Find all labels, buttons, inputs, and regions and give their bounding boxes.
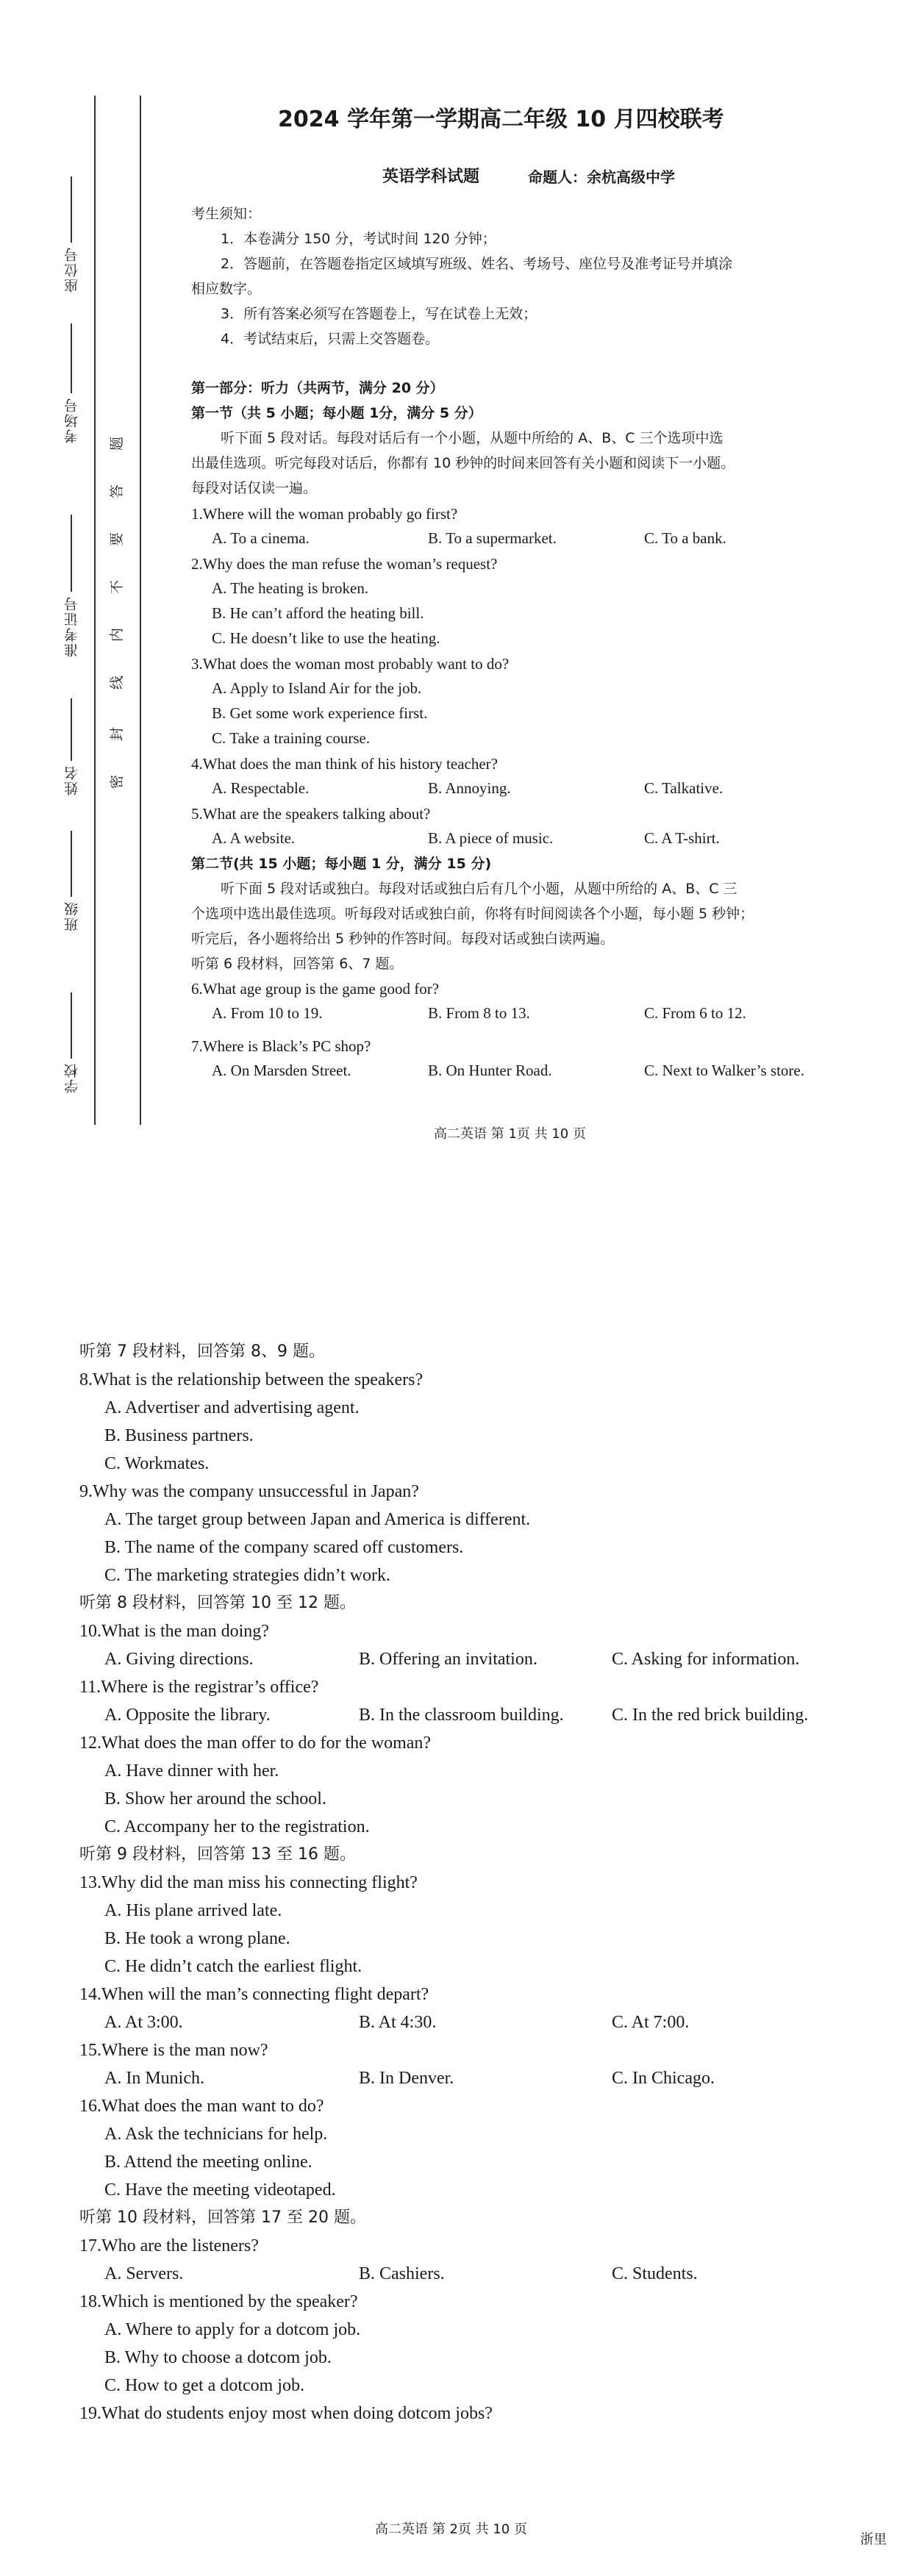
q12-option-a: A. Have dinner with her. xyxy=(104,1761,279,1781)
q17-option-a: A. Servers. xyxy=(104,2264,184,2283)
q3-option-b: B. Get some work experience first. xyxy=(212,704,428,722)
seal-char: 不 xyxy=(109,579,126,595)
section1-instruction: 每段对话仅读一遍。 xyxy=(191,480,318,496)
seal-char: 要 xyxy=(109,532,126,547)
q18-option-a: A. Where to apply for a dotcom job. xyxy=(104,2320,361,2339)
q14-option-a: A. At 3:00. xyxy=(104,2013,183,2032)
q15-option-b: B. In Denver. xyxy=(359,2069,454,2088)
listening-prompt-9: 听第 9 段材料，回答第 13 至 16 题。 xyxy=(79,1845,356,1864)
q3-option-a: A. Apply to Island Air for the job. xyxy=(212,679,422,697)
question-10: 10.What is the man doing? xyxy=(79,1622,269,1641)
listening-prompt-7: 听第 7 段材料，回答第 8、9 题。 xyxy=(79,1342,325,1361)
question-15: 15.Where is the man now? xyxy=(79,2041,268,2060)
q16-option-a: A. Ask the technicians for help. xyxy=(104,2125,328,2144)
part1-heading: 第一部分：听力（共两节，满分 20 分） xyxy=(191,380,444,396)
question-16: 16.What does the man want to do? xyxy=(79,2097,324,2116)
q2-option-a: A. The heating is broken. xyxy=(212,579,369,597)
exam-page-2 xyxy=(0,1309,911,2576)
seal-char: 内 xyxy=(109,627,126,643)
question-17: 17.Who are the listeners? xyxy=(79,2236,259,2255)
exam-page-1 xyxy=(0,0,911,1191)
notice-item: 4．考试结束后，只需上交答题卷。 xyxy=(221,331,440,347)
section2-heading: 第二节(共 15 小题；每小题 1 分，满分 15 分) xyxy=(191,856,492,872)
q14-option-c: C. At 7:00. xyxy=(612,2013,690,2032)
seal-char: 封 xyxy=(109,726,126,742)
q11-option-b: B. In the classroom building. xyxy=(359,1706,564,1725)
q2-option-b: B. He can’t afford the heating bill. xyxy=(212,604,424,622)
q3-option-c: C. Take a training course. xyxy=(212,729,371,747)
notice-heading: 考生须知： xyxy=(191,206,262,222)
section2-instruction: 个选项中选出最佳选项。听每段对话或独白前，你将有时间阅读各个小题，每小题 5 秒钟； xyxy=(191,906,754,922)
q14-option-b: B. At 4:30. xyxy=(359,2013,437,2032)
question-5: 5.What are the speakers talking about? xyxy=(191,805,431,823)
q12-option-b: B. Show her around the school. xyxy=(104,1789,326,1808)
q8-option-a: A. Advertiser and advertising agent. xyxy=(104,1398,360,1417)
q16-option-b: B. Attend the meeting online. xyxy=(104,2153,312,2172)
q5-option-b: B. A piece of music. xyxy=(428,829,554,847)
q6-option-c: C. From 6 to 12. xyxy=(644,1004,746,1022)
page-footer: 高二英语 第 2页 共 10 页 xyxy=(375,2522,527,2537)
listening-prompt-8: 听第 8 段材料，回答第 10 至 12 题。 xyxy=(79,1594,356,1612)
q16-option-c: C. Have the meeting videotaped. xyxy=(104,2180,336,2200)
margin-field-class xyxy=(71,831,72,897)
question-4: 4.What does the man think of his history teacher? xyxy=(191,755,498,773)
margin-label-room: 考场号 xyxy=(64,397,80,443)
question-6: 6.What age group is the game good for? xyxy=(191,980,440,998)
q10-option-a: A. Giving directions. xyxy=(104,1650,254,1669)
exam-author: 命题人：余杭高级中学 xyxy=(528,168,675,186)
q17-option-c: C. Students. xyxy=(612,2264,698,2283)
q7-option-a: A. On Marsden Street. xyxy=(212,1062,351,1079)
q13-option-a: A. His plane arrived late. xyxy=(104,1901,282,1920)
seal-char: 题 xyxy=(109,436,126,451)
q4-option-b: B. Annoying. xyxy=(428,779,511,797)
q2-option-c: C. He doesn’t like to use the heating. xyxy=(212,629,440,647)
question-19: 19.What do students enjoy most when doing dotcom jobs? xyxy=(79,2404,493,2423)
q13-option-b: B. He took a wrong plane. xyxy=(104,1929,290,1948)
question-13: 13.Why did the man miss his connecting flight? xyxy=(79,1873,418,1892)
q4-option-c: C. Talkative. xyxy=(644,779,724,797)
notice-item: 2．答题前，在答题卷指定区域填写班级、姓名、考场号、座位号及准考证号并填涂 xyxy=(221,256,733,272)
notice-item: 1．本卷满分 150 分，考试时间 120 分钟； xyxy=(221,231,496,247)
q5-option-c: C. A T-shirt. xyxy=(644,829,720,847)
q7-option-c: C. Next to Walker’s store. xyxy=(644,1062,804,1079)
margin-field-seat xyxy=(71,176,72,243)
question-18: 18.Which is mentioned by the speaker? xyxy=(79,2292,358,2311)
q18-option-c: C. How to get a dotcom job. xyxy=(104,2376,304,2395)
q11-option-c: C. In the red brick building. xyxy=(612,1706,809,1725)
q8-option-c: C. Workmates. xyxy=(104,1454,210,1473)
q8-option-b: B. Business partners. xyxy=(104,1426,254,1445)
section1-instruction: 听下面 5 段对话。每段对话后有一个小题，从题中所给的 A、B、C 三个选项中选 xyxy=(221,430,724,446)
question-2: 2.Why does the man refuse the woman’s request? xyxy=(191,555,498,573)
q11-option-a: A. Opposite the library. xyxy=(104,1706,271,1725)
q9-option-b: B. The name of the company scared off customers. xyxy=(104,1538,464,1557)
q12-option-c: C. Accompany her to the registration. xyxy=(104,1817,370,1836)
q10-option-b: B. Offering an invitation. xyxy=(359,1650,537,1669)
question-8: 8.What is the relationship between the speakers? xyxy=(79,1370,424,1389)
margin-line-inner xyxy=(140,96,141,1125)
question-7: 7.Where is Black’s PC shop? xyxy=(191,1037,371,1055)
seal-char: 密 xyxy=(109,774,126,790)
q9-option-a: A. The target group between Japan and America is different. xyxy=(104,1510,531,1529)
q9-option-c: C. The marketing strategies didn’t work. xyxy=(104,1566,391,1585)
q1-option-a: A. To a cinema. xyxy=(212,529,310,547)
q15-option-a: A. In Munich. xyxy=(104,2069,204,2088)
q1-option-c: C. To a bank. xyxy=(644,529,726,547)
q5-option-a: A. A website. xyxy=(212,829,296,847)
section1-instruction: 出最佳选项。听完每段对话后，你都有 10 秒钟的时间来回答有关小题和阅读下一小题。 xyxy=(191,455,735,471)
q1-option-b: B. To a supermarket. xyxy=(428,529,557,547)
margin-label-name: 姓名 xyxy=(64,765,80,795)
seal-char: 线 xyxy=(109,675,126,690)
q6-option-b: B. From 8 to 13. xyxy=(428,1004,530,1022)
question-3: 3.What does the woman most probably want to do? xyxy=(191,655,510,673)
page-footer: 高二英语 第 1页 共 10 页 xyxy=(434,1126,586,1142)
q13-option-c: C. He didn’t catch the earliest flight. xyxy=(104,1957,362,1976)
exam-title: 2024 学年第一学期高二年级 10 月四校联考 xyxy=(278,107,724,132)
q7-option-b: B. On Hunter Road. xyxy=(428,1062,552,1079)
question-11: 11.Where is the registrar’s office? xyxy=(79,1678,319,1697)
margin-line-outer xyxy=(94,96,96,1125)
listening-prompt-10: 听第 10 段材料，回答第 17 至 20 题。 xyxy=(79,2208,366,2227)
question-12: 12.What does the man offer to do for the woman? xyxy=(79,1734,432,1753)
question-1: 1.Where will the woman probably go first? xyxy=(191,505,458,523)
section2-instruction: 听完后，各小题将给出 5 秒钟的作答时间。每段对话或独白读两遍。 xyxy=(191,931,615,947)
q6-option-a: A. From 10 to 19. xyxy=(212,1004,323,1022)
section1-heading: 第一节（共 5 小题；每小题 1分，满分 5 分） xyxy=(191,405,482,421)
margin-field-ticket xyxy=(71,515,72,592)
q10-option-c: C. Asking for information. xyxy=(612,1650,800,1669)
notice-item: 相应数字。 xyxy=(191,281,262,297)
question-14: 14.When will the man’s connecting flight depart? xyxy=(79,1985,429,2004)
q18-option-b: B. Why to choose a dotcom job. xyxy=(104,2348,332,2367)
margin-field-name xyxy=(71,698,72,761)
q15-option-c: C. In Chicago. xyxy=(612,2069,715,2088)
margin-label-ticket: 准考证号 xyxy=(64,595,80,657)
margin-label-class: 班级 xyxy=(64,901,80,931)
listening-prompt-6: 听第 6 段材料，回答第 6、7 题。 xyxy=(191,956,404,972)
q17-option-b: B. Cashiers. xyxy=(359,2264,445,2283)
section2-instruction: 听下面 5 段对话或独白。每段对话或独白后有几个小题，从题中所给的 A、B、C 三 xyxy=(221,881,737,897)
corner-watermark-text: 浙里 xyxy=(860,2532,887,2547)
margin-field-school xyxy=(71,992,72,1059)
exam-subject: 英语学科试题 xyxy=(382,168,480,186)
seal-char: 答 xyxy=(109,484,126,499)
question-9: 9.Why was the company unsuccessful in Japan? xyxy=(79,1482,419,1501)
margin-label-school: 学校 xyxy=(64,1062,80,1093)
notice-item: 3．所有答案必须写在答题卷上，写在试卷上无效； xyxy=(221,306,537,322)
q4-option-a: A. Respectable. xyxy=(212,779,310,797)
margin-label-seat: 座位号 xyxy=(64,246,80,293)
margin-field-room xyxy=(71,323,72,393)
